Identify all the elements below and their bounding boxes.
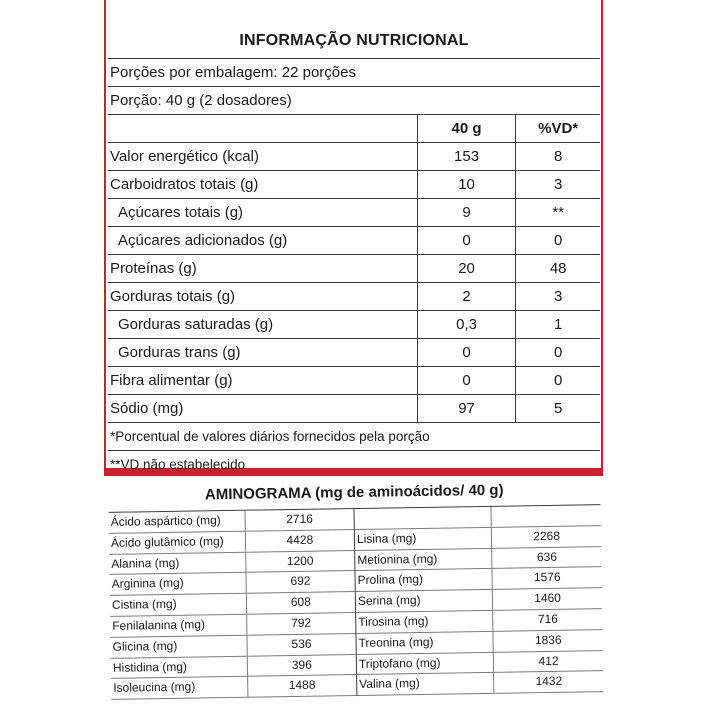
servings-per-package: Porções por embalagem: 22 porções: [110, 64, 356, 81]
nutrient-row: [108, 366, 600, 394]
nutrient-amount: 10: [417, 171, 516, 198]
aminogram-table: [108, 474, 603, 696]
nutrient-row: [108, 142, 600, 170]
amino-name: Fenilalanina (mg): [110, 615, 247, 637]
nutrient-name: Sódio (mg): [110, 400, 184, 417]
amino-value: 412: [538, 653, 559, 668]
amino-name: Isoleucina (mg): [111, 677, 248, 699]
nutrient-amount: 153: [417, 143, 516, 170]
nutrient-dv: 3: [515, 171, 600, 198]
nutrient-amount: 0,3: [417, 311, 516, 338]
amino-name: Alanina (mg): [109, 552, 246, 574]
nutrient-dv: 48: [515, 255, 600, 282]
amino-name: Serina (mg): [356, 590, 494, 612]
nutrient-dv: 3: [515, 283, 600, 310]
amino-value: 1576: [533, 570, 561, 585]
nutrient-name: Gorduras totais (g): [110, 288, 236, 305]
label-border-left: [104, 0, 106, 470]
footnote-dv: *Porcentual de valores diários fornecidos pela porção: [110, 429, 430, 444]
amino-value: [492, 505, 601, 527]
aminogram-left-column: [109, 509, 358, 700]
amino-row: [357, 671, 603, 696]
nutrient-row: [108, 198, 600, 226]
amino-value: 1432: [535, 674, 563, 689]
aminogram-right-column: [354, 505, 603, 696]
nutrient-dv: 0: [515, 339, 600, 366]
nutrient-row: [108, 394, 600, 422]
nutrient-name: Gorduras trans (g): [118, 344, 241, 361]
amino-value: 692: [290, 574, 311, 589]
label-border-right: [601, 0, 603, 470]
nutrient-row: [108, 170, 600, 198]
nutrient-amount: 0: [417, 367, 516, 394]
nutrient-dv: 0: [515, 367, 600, 394]
amino-value: 792: [291, 615, 312, 630]
amino-value: 1836: [534, 632, 562, 647]
amino-value: 636: [536, 549, 558, 564]
nutrient-row: [108, 310, 600, 338]
footnote-dv-row: [108, 422, 600, 450]
amino-value: 1460: [534, 590, 562, 606]
amino-name: Lisina (mg): [355, 528, 493, 550]
amino-name: Cistina (mg): [110, 594, 247, 616]
amino-value: 2716: [286, 511, 313, 527]
nutrient-name: Açúcares adicionados (g): [118, 232, 288, 249]
nutrient-amount: 20: [417, 255, 516, 282]
nutrient-row: [108, 338, 600, 366]
nutrition-table: [108, 24, 600, 478]
amino-row: [111, 675, 356, 700]
header-amount: 40 g: [417, 115, 516, 142]
nutrient-amount: 0: [417, 339, 516, 366]
nutrient-name: Gorduras saturadas (g): [118, 316, 274, 333]
amino-name: Ácido aspártico (mg): [109, 511, 246, 533]
aminogram-title: AMINOGRAMA (mg de aminoácidos/ 40 g): [108, 474, 600, 513]
amino-value: 2268: [533, 528, 561, 543]
serving-size-row: [108, 86, 600, 114]
nutrient-amount: 0: [417, 227, 516, 254]
amino-name: Glicina (mg): [110, 635, 247, 657]
amino-name: Tirosina (mg): [356, 611, 494, 633]
nutrient-name: Açúcares totais (g): [118, 204, 244, 221]
nutrient-amount: 2: [417, 283, 516, 310]
nutrient-name: Carboidratos totais (g): [110, 176, 259, 193]
nutrient-amount: 97: [417, 395, 516, 422]
nutrient-dv: 0: [515, 227, 600, 254]
amino-value: 608: [290, 594, 311, 610]
servings-per-package-row: [108, 58, 600, 86]
amino-name: Prolina (mg): [355, 569, 493, 591]
amino-value: 536: [291, 636, 312, 651]
amino-value: 4428: [286, 532, 314, 547]
amino-name: Arginina (mg): [109, 573, 246, 595]
amino-name: Ácido glutâmico (mg): [109, 532, 246, 554]
nutrient-dv: 8: [515, 143, 600, 170]
footnote-nd-row: [108, 450, 600, 478]
amino-name: Treonina (mg): [356, 632, 494, 654]
amino-name: Triptofano (mg): [357, 652, 495, 674]
header-dv: %VD*: [515, 115, 600, 142]
nutrient-name: Proteínas (g): [110, 260, 197, 277]
nutrient-row: [108, 282, 600, 310]
nutrient-name: Fibra alimentar (g): [110, 372, 233, 389]
footnote-nd: **VD não estabelecido: [110, 457, 246, 472]
nutrition-header-row: [108, 114, 600, 142]
header-blank: [108, 115, 417, 142]
nutrition-title: INFORMAÇÃO NUTRICIONAL: [239, 32, 469, 49]
amino-value: 1488: [288, 678, 316, 693]
nutrient-dv: 1: [515, 311, 600, 338]
amino-name: [354, 507, 492, 529]
amino-name: Valina (mg): [357, 673, 495, 695]
nutrient-dv: 5: [515, 395, 600, 422]
amino-value: 1200: [286, 553, 314, 568]
nutrient-dv: **: [515, 199, 600, 226]
aminogram-grid: [109, 505, 604, 700]
nutrient-name: Valor energético (kcal): [110, 148, 259, 165]
amino-value: 716: [537, 611, 559, 627]
amino-name: Metionina (mg): [355, 548, 493, 570]
amino-value: 396: [291, 657, 312, 672]
nutrient-amount: 9: [417, 199, 516, 226]
amino-name: Histidina (mg): [111, 656, 248, 678]
nutrient-row: [108, 254, 600, 282]
nutrient-row: [108, 226, 600, 254]
serving-size: Porção: 40 g (2 dosadores): [110, 92, 292, 109]
